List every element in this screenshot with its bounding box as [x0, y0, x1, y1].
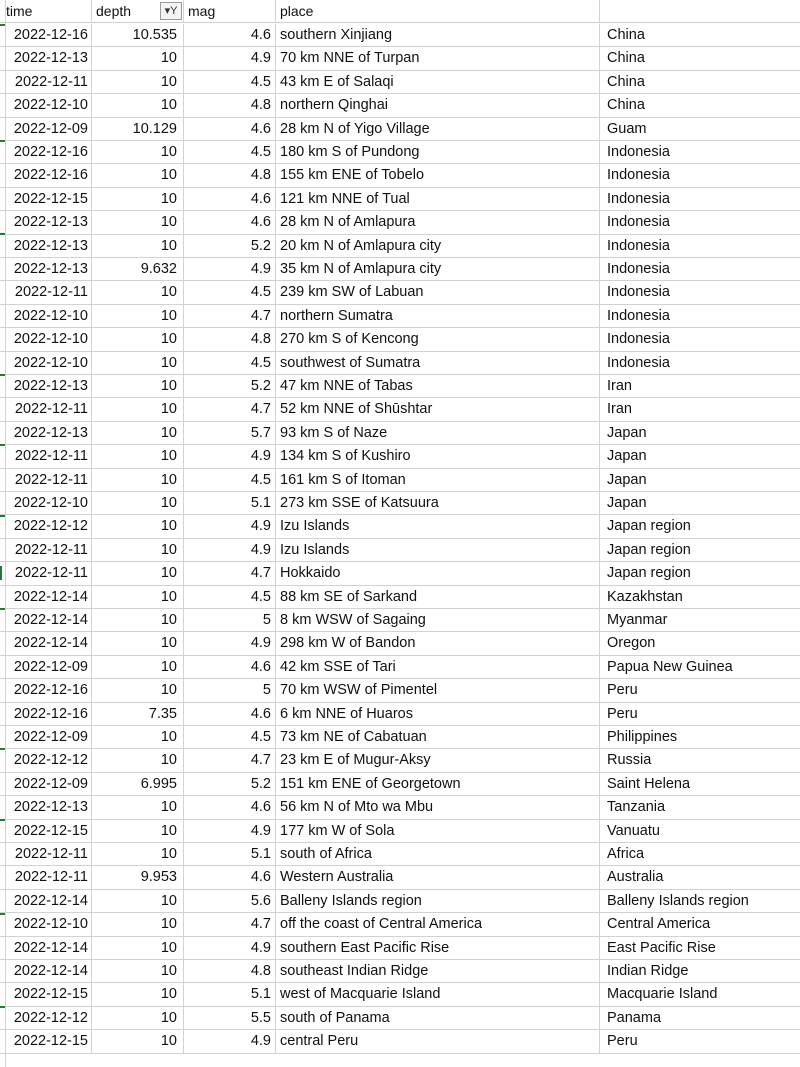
cell-time[interactable]: 2022-12-11: [6, 398, 92, 420]
cell-place[interactable]: 20 km N of Amlapura city: [276, 235, 600, 257]
cell-time[interactable]: 2022-12-09: [6, 726, 92, 748]
cell-mag[interactable]: 4.5: [184, 281, 276, 303]
cell-time[interactable]: 2022-12-09: [6, 773, 92, 795]
cell-depth[interactable]: 10: [92, 305, 184, 327]
cell-depth[interactable]: 10: [92, 820, 184, 842]
cell-mag[interactable]: 5.6: [184, 890, 276, 912]
cell-mag[interactable]: 5.1: [184, 983, 276, 1005]
cell-place[interactable]: 35 km N of Amlapura city: [276, 258, 600, 280]
table-row[interactable]: [0, 375, 800, 398]
cell-mag[interactable]: 4.5: [184, 586, 276, 608]
row-marker: [0, 24, 5, 26]
cell-mag[interactable]: 4.9: [184, 445, 276, 467]
cell-depth[interactable]: 10: [92, 796, 184, 818]
cell-time[interactable]: 2022-12-13: [6, 796, 92, 818]
cell-mag[interactable]: 4.7: [184, 562, 276, 584]
cell-place[interactable]: southern Xinjiang: [276, 24, 600, 46]
row-marker: [0, 608, 5, 610]
cell-depth[interactable]: 10: [92, 328, 184, 350]
cell-depth[interactable]: 10: [92, 632, 184, 654]
cell-mag[interactable]: 4.7: [184, 398, 276, 420]
cell-mag[interactable]: 5.2: [184, 375, 276, 397]
cell-country[interactable]: Indonesia: [607, 307, 670, 324]
cell-place[interactable]: 134 km S of Kushiro: [276, 445, 600, 467]
cell-place[interactable]: 177 km W of Sola: [276, 820, 600, 842]
cell-time[interactable]: 2022-12-10: [6, 913, 92, 935]
table-row[interactable]: [0, 609, 800, 632]
table-row[interactable]: [0, 398, 800, 421]
table-row[interactable]: [0, 937, 800, 960]
table-row[interactable]: [0, 71, 800, 94]
table-row[interactable]: [0, 773, 800, 796]
cell-depth[interactable]: 9.632: [92, 258, 184, 280]
table-row[interactable]: [0, 515, 800, 538]
cell-depth[interactable]: 10: [92, 539, 184, 561]
cell-place[interactable]: Western Australia: [276, 866, 600, 888]
table-row[interactable]: [0, 749, 800, 772]
cell-time[interactable]: 2022-12-11: [6, 843, 92, 865]
cell-country[interactable]: Vanuatu: [607, 822, 660, 839]
cell-country[interactable]: Japan: [607, 448, 647, 465]
cell-time[interactable]: 2022-12-12: [6, 1007, 92, 1029]
cell-place[interactable]: 47 km NNE of Tabas: [276, 375, 600, 397]
cell-country[interactable]: Indonesia: [607, 261, 670, 277]
cell-country[interactable]: Japan: [607, 424, 647, 441]
cell-country[interactable]: Indian Ridge: [607, 963, 689, 979]
cell-depth[interactable]: 10: [92, 47, 184, 69]
cell-place[interactable]: 70 km WSW of Pimentel: [276, 679, 600, 701]
cell-country[interactable]: Indonesia: [607, 214, 670, 231]
table-row[interactable]: [0, 445, 800, 468]
cell-time[interactable]: 2022-12-14: [6, 960, 92, 982]
cell-place[interactable]: northern Sumatra: [276, 305, 600, 327]
cell-depth[interactable]: 10.535: [92, 24, 184, 46]
cell-country[interactable]: Guam: [607, 120, 647, 137]
cell-country[interactable]: Indonesia: [607, 284, 670, 301]
cell-place[interactable]: 70 km NNE of Turpan: [276, 47, 600, 69]
cell-depth[interactable]: 10: [92, 71, 184, 93]
cell-country[interactable]: Iran: [607, 401, 632, 418]
row-marker: [0, 748, 5, 750]
table-row[interactable]: [0, 305, 800, 328]
cell-mag[interactable]: 4.5: [184, 71, 276, 93]
cell-place[interactable]: 121 km NNE of Tual: [276, 188, 600, 210]
cell-time[interactable]: 2022-12-14: [6, 586, 92, 608]
cell-country[interactable]: Tanzania: [607, 799, 666, 816]
table-row[interactable]: [0, 94, 800, 117]
cell-place[interactable]: west of Macquarie Island: [276, 983, 600, 1005]
cell-country[interactable]: Peru: [607, 705, 638, 722]
row-marker: [0, 374, 5, 376]
cell-depth[interactable]: 10: [92, 445, 184, 467]
table-row[interactable]: [0, 890, 800, 913]
table-row[interactable]: [0, 188, 800, 211]
cell-time[interactable]: 2022-12-16: [6, 24, 92, 46]
table-row[interactable]: [0, 492, 800, 515]
cell-time[interactable]: 2022-12-13: [6, 375, 92, 397]
cell-mag[interactable]: 4.5: [184, 726, 276, 748]
cell-mag[interactable]: 5.5: [184, 1007, 276, 1029]
column-header-mag[interactable]: mag: [184, 0, 276, 22]
column-header-country[interactable]: [600, 0, 800, 22]
cell-country[interactable]: Saint Helena: [607, 775, 691, 792]
cell-time[interactable]: 2022-12-13: [6, 47, 92, 69]
cell-country[interactable]: Africa: [607, 846, 645, 862]
cell-depth[interactable]: 10: [92, 375, 184, 397]
cell-depth[interactable]: 10: [92, 164, 184, 186]
cell-mag[interactable]: 4.6: [184, 211, 276, 233]
cell-place[interactable]: off the coast of Central America: [276, 913, 600, 935]
cell-mag[interactable]: 4.7: [184, 913, 276, 935]
cell-country[interactable]: Japan: [607, 471, 647, 488]
cell-time[interactable]: 2022-12-16: [6, 679, 92, 701]
cell-country[interactable]: Indonesia: [607, 167, 670, 184]
cell-mag[interactable]: 4.5: [184, 352, 276, 374]
cell-time[interactable]: 2022-12-13: [6, 258, 92, 280]
table-row[interactable]: [0, 24, 800, 47]
cell-country[interactable]: Japan region: [607, 565, 691, 582]
table-row[interactable]: [0, 562, 800, 585]
cell-country[interactable]: Papua New Guinea: [607, 658, 733, 675]
cell-depth[interactable]: 10: [92, 749, 184, 771]
cell-place[interactable]: 42 km SSE of Tari: [276, 656, 600, 678]
table-row[interactable]: [0, 164, 800, 187]
table-row[interactable]: [0, 141, 800, 164]
cell-country[interactable]: China: [607, 97, 645, 114]
cell-country[interactable]: Balleny Islands region: [607, 892, 749, 909]
cell-time[interactable]: 2022-12-10: [6, 328, 92, 350]
cell-place[interactable]: Izu Islands: [276, 539, 600, 561]
cell-place[interactable]: 28 km N of Amlapura: [276, 211, 600, 233]
cell-mag[interactable]: 4.8: [184, 94, 276, 116]
table-row[interactable]: [0, 726, 800, 749]
cell-time[interactable]: 2022-12-10: [6, 305, 92, 327]
cell-depth[interactable]: 7.35: [92, 703, 184, 725]
cell-time[interactable]: 2022-12-15: [6, 820, 92, 842]
cell-country[interactable]: Indonesia: [607, 144, 670, 160]
cell-mag[interactable]: 4.8: [184, 164, 276, 186]
cell-depth[interactable]: 10.129: [92, 118, 184, 140]
cell-country[interactable]: Peru: [607, 682, 638, 699]
cell-time[interactable]: 2022-12-13: [6, 211, 92, 233]
cell-country[interactable]: China: [607, 27, 645, 43]
cell-place[interactable]: Hokkaido: [276, 562, 600, 584]
cell-mag[interactable]: 4.9: [184, 515, 276, 537]
cell-mag[interactable]: 5.2: [184, 235, 276, 257]
cell-time[interactable]: 2022-12-14: [6, 632, 92, 654]
table-row[interactable]: [0, 1030, 800, 1053]
cell-time[interactable]: 2022-12-11: [6, 539, 92, 561]
cell-depth[interactable]: 10: [92, 937, 184, 959]
cell-depth[interactable]: 10: [92, 1030, 184, 1052]
table-row[interactable]: [0, 843, 800, 866]
table-row[interactable]: [0, 118, 800, 141]
cell-mag[interactable]: 4.6: [184, 796, 276, 818]
cell-country[interactable]: Australia: [607, 869, 664, 886]
cell-time[interactable]: 2022-12-11: [6, 71, 92, 93]
cell-country[interactable]: Indonesia: [607, 190, 670, 207]
cell-country[interactable]: Indonesia: [607, 354, 670, 371]
cell-place[interactable]: 93 km S of Naze: [276, 422, 600, 444]
cell-mag[interactable]: 5: [184, 609, 276, 631]
cell-time[interactable]: 2022-12-16: [6, 141, 92, 163]
table-row[interactable]: [0, 586, 800, 609]
cell-time[interactable]: 2022-12-12: [6, 749, 92, 771]
cell-time[interactable]: 2022-12-14: [6, 609, 92, 631]
cell-time[interactable]: 2022-12-14: [6, 937, 92, 959]
table-row[interactable]: [0, 47, 800, 70]
cell-depth[interactable]: 10: [92, 492, 184, 514]
row-marker: [0, 140, 5, 142]
cell-place[interactable]: 88 km SE of Sarkand: [276, 586, 600, 608]
cell-time[interactable]: 2022-12-10: [6, 352, 92, 374]
table-row[interactable]: [0, 1007, 800, 1030]
row-marker: [0, 1006, 5, 1008]
table-row[interactable]: [0, 703, 800, 726]
cell-place[interactable]: 23 km E of Mugur-Aksy: [276, 749, 600, 771]
column-header-time[interactable]: time: [6, 0, 92, 22]
table-row[interactable]: [0, 866, 800, 889]
cell-time[interactable]: 2022-12-13: [6, 235, 92, 257]
cell-depth[interactable]: 10: [92, 422, 184, 444]
cell-time[interactable]: 2022-12-11: [6, 445, 92, 467]
cell-country[interactable]: Indonesia: [607, 237, 670, 254]
table-row[interactable]: [0, 235, 800, 258]
cell-country[interactable]: Kazakhstan: [607, 588, 683, 605]
cell-place[interactable]: southeast Indian Ridge: [276, 960, 600, 982]
cell-mag[interactable]: 4.9: [184, 539, 276, 561]
cell-country[interactable]: Iran: [607, 378, 632, 394]
row-marker: [0, 913, 5, 915]
table-row[interactable]: [0, 983, 800, 1006]
cell-mag[interactable]: 4.5: [184, 469, 276, 491]
cell-mag[interactable]: 4.6: [184, 188, 276, 210]
cell-depth[interactable]: 10: [92, 469, 184, 491]
table-row[interactable]: [0, 913, 800, 936]
column-header-place[interactable]: place: [276, 0, 600, 22]
cell-place[interactable]: 273 km SSE of Katsuura: [276, 492, 600, 514]
cell-place[interactable]: 161 km S of Itoman: [276, 469, 600, 491]
cell-depth[interactable]: 10: [92, 609, 184, 631]
cell-time[interactable]: 2022-12-09: [6, 118, 92, 140]
cell-mag[interactable]: 4.8: [184, 328, 276, 350]
cell-place[interactable]: 270 km S of Kencong: [276, 328, 600, 350]
row-marker: [0, 233, 5, 235]
cell-place[interactable]: central Peru: [276, 1030, 600, 1052]
cell-depth[interactable]: 10: [92, 211, 184, 233]
cell-place[interactable]: 239 km SW of Labuan: [276, 281, 600, 303]
table-row[interactable]: [0, 796, 800, 819]
cell-time[interactable]: 2022-12-15: [6, 188, 92, 210]
cell-depth[interactable]: 10: [92, 843, 184, 865]
cell-depth[interactable]: 10: [92, 562, 184, 584]
filter-icon[interactable]: ▾Y: [160, 2, 182, 20]
cell-country[interactable]: China: [607, 50, 645, 67]
cell-depth[interactable]: 10: [92, 890, 184, 912]
table-row[interactable]: [0, 656, 800, 679]
cell-mag[interactable]: 4.8: [184, 960, 276, 982]
cell-time[interactable]: 2022-12-09: [6, 656, 92, 678]
cell-place[interactable]: 43 km E of Salaqi: [276, 71, 600, 93]
cell-mag[interactable]: 4.9: [184, 937, 276, 959]
cell-depth[interactable]: 10: [92, 1007, 184, 1029]
row-marker: [0, 819, 5, 821]
cell-time[interactable]: 2022-12-15: [6, 1030, 92, 1052]
table-row[interactable]: [0, 960, 800, 983]
cell-place[interactable]: 8 km WSW of Sagaing: [276, 609, 600, 631]
cell-time[interactable]: 2022-12-16: [6, 703, 92, 725]
cell-depth[interactable]: 10: [92, 281, 184, 303]
column-header-depth-label: depth: [96, 3, 132, 19]
cell-mag[interactable]: 4.6: [184, 118, 276, 140]
cell-depth[interactable]: 10: [92, 235, 184, 257]
cell-mag[interactable]: 5.2: [184, 773, 276, 795]
table-row[interactable]: [0, 328, 800, 351]
cell-depth[interactable]: 10: [92, 983, 184, 1005]
cell-time[interactable]: 2022-12-12: [6, 515, 92, 537]
cell-mag[interactable]: 5.7: [184, 422, 276, 444]
cell-country[interactable]: Japan region: [607, 518, 691, 535]
cell-place[interactable]: southern East Pacific Rise: [276, 937, 600, 959]
cell-depth[interactable]: 10: [92, 656, 184, 678]
row-marker: [0, 444, 5, 446]
cell-place[interactable]: 151 km ENE of Georgetown: [276, 773, 600, 795]
cell-place[interactable]: south of Panama: [276, 1007, 600, 1029]
table-row[interactable]: [0, 820, 800, 843]
cell-country[interactable]: Myanmar: [607, 612, 668, 628]
cell-time[interactable]: 2022-12-15: [6, 983, 92, 1005]
table-row[interactable]: [0, 281, 800, 304]
row-marker-bar: [0, 566, 2, 580]
cell-country[interactable]: Indonesia: [607, 331, 670, 348]
cell-time[interactable]: 2022-12-13: [6, 422, 92, 444]
cell-mag[interactable]: 4.9: [184, 820, 276, 842]
cell-place[interactable]: south of Africa: [276, 843, 600, 865]
cell-depth[interactable]: 10: [92, 726, 184, 748]
cell-depth[interactable]: 9.953: [92, 866, 184, 888]
cell-mag[interactable]: 4.6: [184, 656, 276, 678]
cell-depth[interactable]: 10: [92, 141, 184, 163]
cell-country[interactable]: Japan region: [607, 541, 691, 558]
cell-country[interactable]: Oregon: [607, 635, 656, 652]
cell-time[interactable]: 2022-12-11: [6, 281, 92, 303]
cell-mag[interactable]: 4.7: [184, 305, 276, 327]
cell-place[interactable]: 298 km W of Bandon: [276, 632, 600, 654]
table-row[interactable]: [0, 679, 800, 702]
cell-mag[interactable]: 4.6: [184, 866, 276, 888]
cell-place[interactable]: southwest of Sumatra: [276, 352, 600, 374]
cell-depth[interactable]: 10: [92, 913, 184, 935]
cell-country[interactable]: Central America: [607, 916, 711, 933]
cell-mag[interactable]: 4.9: [184, 47, 276, 69]
cell-place[interactable]: Izu Islands: [276, 515, 600, 537]
cell-place[interactable]: 180 km S of Pundong: [276, 141, 600, 163]
cell-place[interactable]: 155 km ENE of Tobelo: [276, 164, 600, 186]
cell-country[interactable]: Macquarie Island: [607, 986, 718, 1003]
cell-time[interactable]: 2022-12-10: [6, 492, 92, 514]
cell-country[interactable]: Philippines: [607, 729, 678, 745]
cell-time[interactable]: 2022-12-11: [6, 469, 92, 491]
cell-time[interactable]: 2022-12-16: [6, 164, 92, 186]
cell-country[interactable]: Japan: [607, 495, 647, 511]
cell-depth[interactable]: 10: [92, 398, 184, 420]
cell-country[interactable]: East Pacific Rise: [607, 939, 716, 956]
cell-mag[interactable]: 4.6: [184, 24, 276, 46]
cell-place[interactable]: Balleny Islands region: [276, 890, 600, 912]
table-row[interactable]: [0, 422, 800, 445]
cell-country[interactable]: Peru: [607, 1033, 638, 1050]
table-row[interactable]: [0, 632, 800, 655]
cell-place[interactable]: 6 km NNE of Huaros: [276, 703, 600, 725]
cell-mag[interactable]: 5.1: [184, 843, 276, 865]
cell-place[interactable]: 73 km NE of Cabatuan: [276, 726, 600, 748]
table-row[interactable]: [0, 211, 800, 234]
cell-depth[interactable]: 10: [92, 515, 184, 537]
cell-place[interactable]: 56 km N of Mto wa Mbu: [276, 796, 600, 818]
cell-place[interactable]: northern Qinghai: [276, 94, 600, 116]
cell-mag[interactable]: 4.9: [184, 258, 276, 280]
cell-depth[interactable]: 10: [92, 188, 184, 210]
cell-depth[interactable]: 10: [92, 586, 184, 608]
cell-time[interactable]: 2022-12-14: [6, 890, 92, 912]
cell-mag[interactable]: 4.9: [184, 1030, 276, 1052]
table-row[interactable]: [0, 469, 800, 492]
cell-time[interactable]: 2022-12-11: [6, 562, 92, 584]
cell-mag[interactable]: 4.7: [184, 749, 276, 771]
cell-time[interactable]: 2022-12-10: [6, 94, 92, 116]
cell-mag[interactable]: 4.5: [184, 141, 276, 163]
table-row[interactable]: [0, 352, 800, 375]
cell-country[interactable]: Panama: [607, 1009, 662, 1026]
table-row[interactable]: [0, 539, 800, 562]
cell-mag[interactable]: 5: [184, 679, 276, 701]
cell-mag[interactable]: 5.1: [184, 492, 276, 514]
cell-mag[interactable]: 4.6: [184, 703, 276, 725]
cell-depth[interactable]: 10: [92, 679, 184, 701]
cell-depth[interactable]: 6.995: [92, 773, 184, 795]
cell-country[interactable]: China: [607, 73, 645, 90]
row-marker: [0, 515, 5, 517]
cell-depth[interactable]: 10: [92, 94, 184, 116]
header-row: [0, 0, 800, 23]
table-row[interactable]: [0, 258, 800, 281]
cell-time[interactable]: 2022-12-11: [6, 866, 92, 888]
cell-country[interactable]: Russia: [607, 752, 652, 769]
cell-mag[interactable]: 4.9: [184, 632, 276, 654]
cell-depth[interactable]: 10: [92, 352, 184, 374]
cell-place[interactable]: 28 km N of Yigo Village: [276, 118, 600, 140]
cell-place[interactable]: 52 km NNE of Shūshtar: [276, 398, 600, 420]
cell-depth[interactable]: 10: [92, 960, 184, 982]
